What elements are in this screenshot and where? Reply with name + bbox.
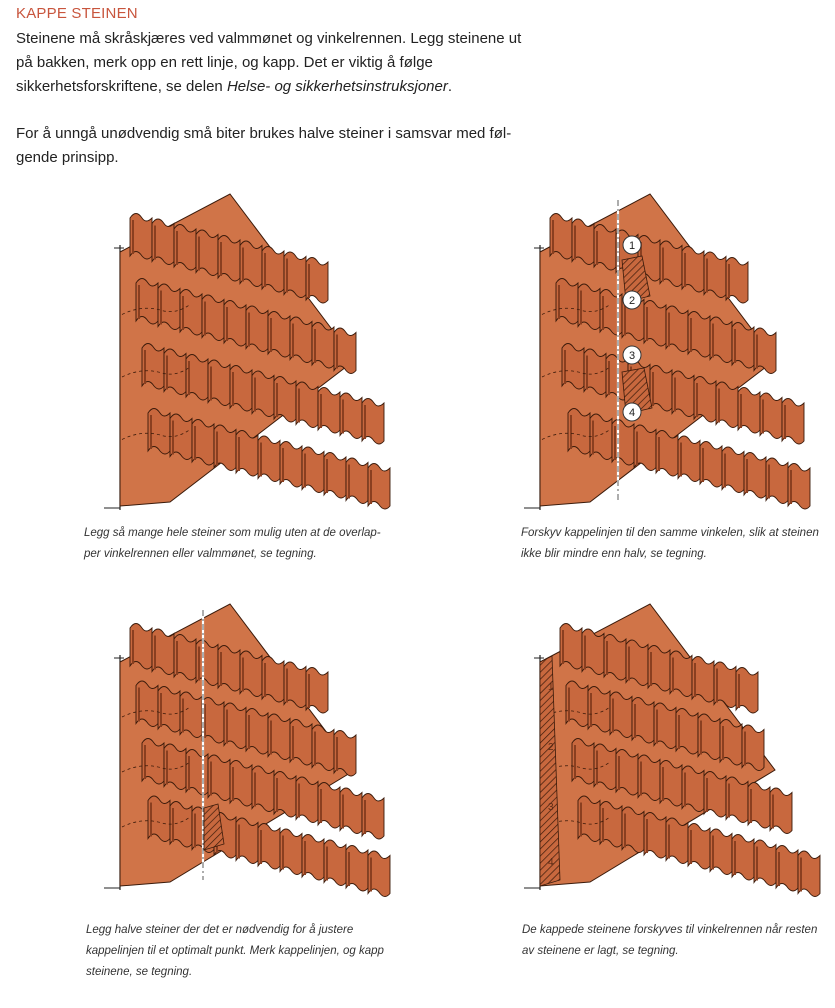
step-marker: [623, 403, 641, 421]
shifted-tile-number: 4: [548, 857, 554, 868]
intro-end: .: [447, 78, 453, 95]
roof-illustration-1: [100, 190, 370, 520]
caption-1: Legg så mange hele steiner som mulig uten at de overlapper vinkelrennen eller valmmønet, se tegning.: [84, 527, 381, 560]
safety-reference: Helse- og sikkerhetsinstruksjoner: [226, 78, 448, 95]
marker-label: 3: [628, 350, 636, 362]
shifted-tile-number: 3: [548, 802, 554, 813]
step-marker: [623, 346, 641, 364]
marker-label: 4: [628, 407, 636, 419]
caption-2: Forskyv kappelinjen til den samme vinkelen, slik at steinen ikke blir mindre enn halv, se tegning.: [521, 527, 819, 560]
step-marker: [623, 291, 641, 309]
caption-4: De kappede steinene forskyves til vinkelrennen når resten av steinene er lagt, se tegning.: [522, 924, 818, 957]
caption-3: Legg halve steiner der det er nødvendig for å justere kappelinjen til et optimalt punkt. Merk kappelinjen, og kapp steinene, se tegning.: [86, 924, 384, 978]
section-heading: KAPPE STEINEN: [16, 5, 138, 22]
marker-label: 1: [628, 240, 636, 252]
principle-paragraph: For å unngå unødvendig små biter brukes halve steiner i samsvar med følgende prinsipp.: [16, 125, 512, 166]
marker-label: 2: [628, 295, 636, 307]
roof-illustration-3: [100, 600, 370, 900]
intro-paragraph: [16, 27, 536, 99]
shifted-tile-number: 1: [548, 682, 554, 693]
intro-text: Steinene må skråskjæres ved valmmønet og vinkelrennen. Legg steinene ut på bakken, merk opp en rett linje, og kapp. Det er viktig å følge sikkerhetsforskriftene, se delen: [16, 30, 522, 95]
shifted-tile-number: 2: [548, 742, 554, 753]
roof-illustration-4: [520, 600, 790, 900]
step-marker: [623, 236, 641, 254]
roof-illustration-2: [520, 190, 790, 520]
